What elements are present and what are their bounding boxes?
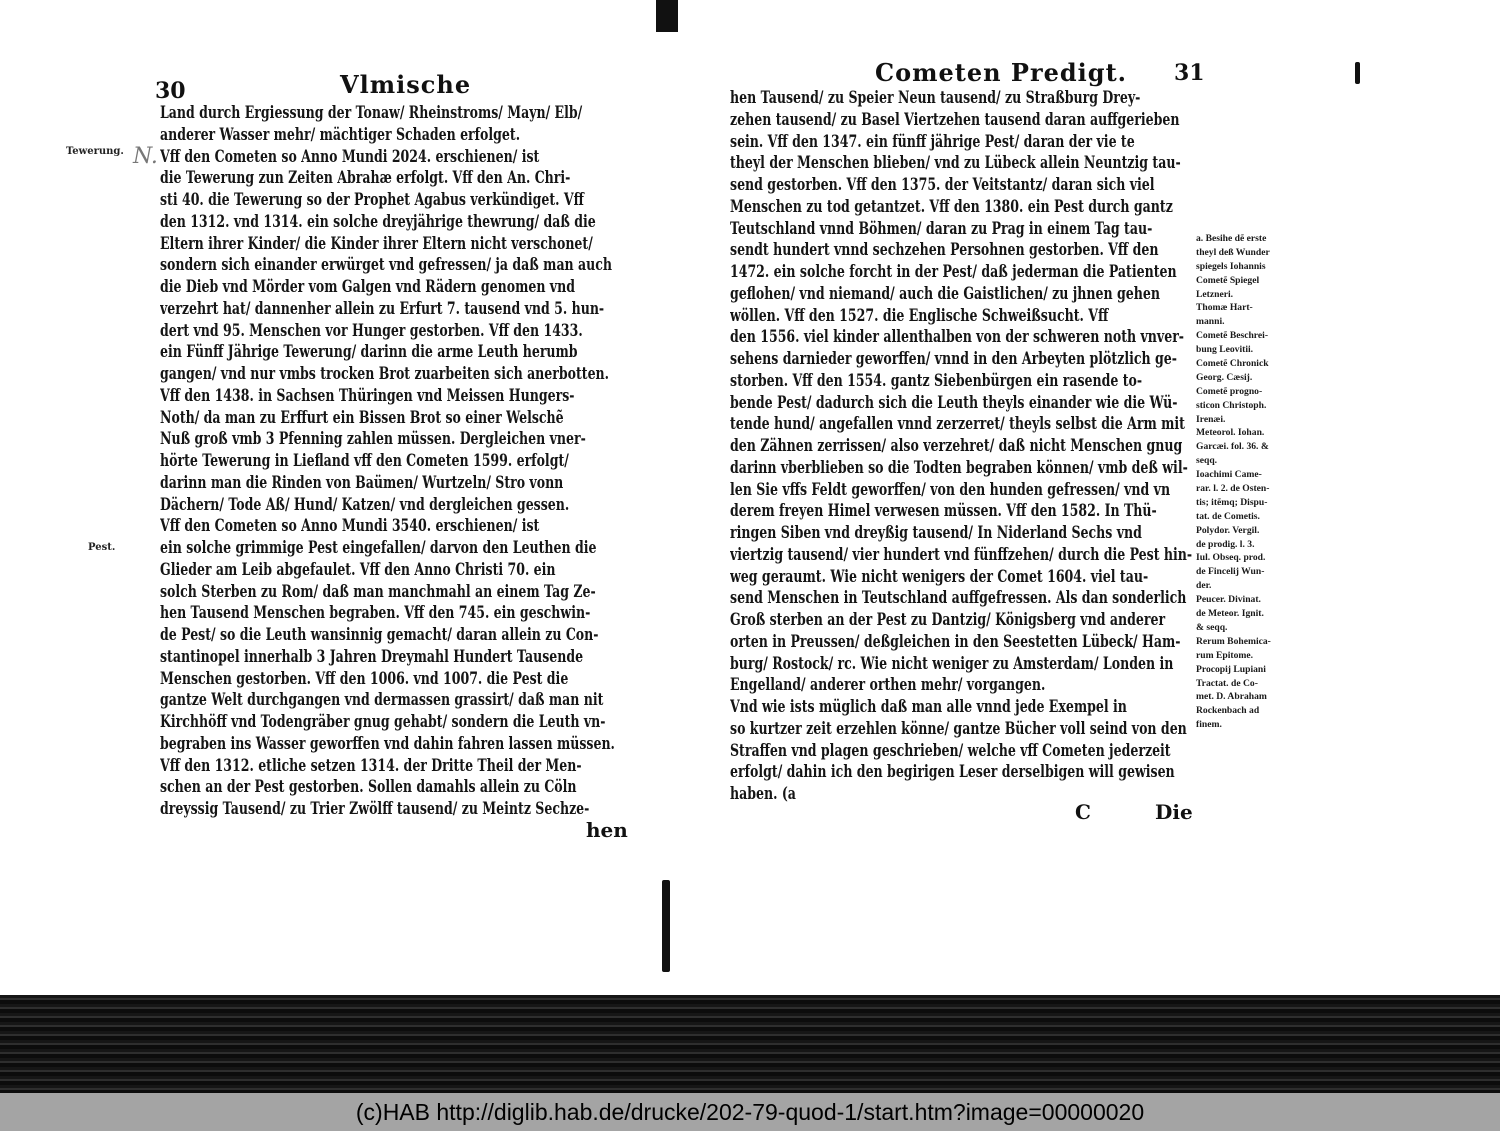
gutter-edge-top — [656, 0, 678, 32]
text-line: darinn man die Rinden von Baümen/ Wurtzeln/ Stro vonn — [160, 472, 564, 493]
text-line: gantze Welt durchgangen vnd dermassen grassirt/ daß man nit — [160, 690, 604, 711]
text-line: storben. Vff den 1554. gantz Siebenbürgen ein rasende to- — [730, 370, 1143, 391]
handwritten-note: N. — [133, 144, 158, 169]
text-line: bende Pest/ dadurch sich die Leuth theyls einander wie die Wü- — [730, 392, 1178, 413]
side-note-line: Letzneri. — [1196, 288, 1234, 300]
side-notes-references — [1196, 232, 1271, 732]
text-line: den 1556. viel kinder allenthalben von der schweren noth vnver- — [730, 327, 1185, 348]
text-line: anderer Wasser mehr/ mächtiger Schaden erfolget. — [160, 124, 521, 145]
text-line: wöllen. Vff den 1527. die Englische Schweißsucht. Vff — [730, 305, 1109, 326]
text-line: Noth/ da man zu Erffurt ein Bissen Brot so einer Welschẽ — [160, 407, 564, 428]
text-line: dreyssig Tausend/ zu Trier Zwölff tausend/ zu Meintz Sechze- — [160, 799, 590, 819]
side-note-line: Polydor. Vergil. — [1196, 524, 1260, 536]
text-line: hen Tausend/ zu Speier Neun tausend/ zu Straßburg Drey- — [730, 88, 1141, 108]
text-line: Dächern/ Tode Aß/ Hund/ Katzen/ vnd dergleichen gessen. — [160, 494, 570, 515]
text-line: sehens darnieder geworffen/ vnnd in den Arbeyten plötzlich ge- — [730, 349, 1177, 369]
left-running-title: Vlmische — [340, 70, 472, 99]
credit-bar — [0, 1093, 1500, 1131]
text-line: haben. (a — [730, 784, 796, 804]
left-page-number: 30 — [155, 78, 186, 104]
text-line: viertzig tausend/ vier hundert vnd fünffzehen/ durch die Pest hin- — [730, 544, 1193, 565]
text-line: Nuß groß vmb 3 Pfenning zahlen müssen. Dergleichen vner- — [160, 429, 586, 450]
side-note-line: Rockenbach ad — [1196, 705, 1260, 717]
signature-mark: C — [1075, 800, 1091, 824]
text-line: ringen Siben vnd dreyßig tausend/ In Niderland Sechs vnd — [730, 523, 1142, 543]
side-note-line: Procopij Lupiani — [1196, 663, 1266, 675]
right-running-title: Cometen Predigt. — [875, 58, 1128, 87]
text-line: ein solche grimmige Pest eingefallen/ darvon den Leuthen die — [160, 538, 597, 558]
margin-note-pest: Pest. — [88, 542, 116, 553]
text-line: Vff den 1438. in Sachsen Thüringen vnd Meissen Hungers- — [160, 385, 575, 406]
side-note-line: & seqq. — [1196, 621, 1228, 633]
text-line: derem freyen Himel verwesen müssen. Vff den 1582. In Thü- — [730, 501, 1157, 522]
side-note-line: Irenæi. — [1196, 413, 1226, 425]
side-note-line: de Meteor. Ignit. — [1196, 608, 1264, 620]
text-line: len Sie vffs Feldt geworffen/ von den hunden gefressen/ vnd vn — [730, 479, 1171, 500]
side-note-line: Tractat. de Co- — [1196, 677, 1258, 689]
right-page-number: 31 — [1174, 60, 1205, 86]
credit-text: (c)HAB http://diglib.hab.de/drucke/202-79-quod-1/start.htm?image=00000020 — [355, 1099, 1145, 1125]
text-line: erfolgt/ dahin ich den begirigen Leser derselbigen will gewisen — [730, 762, 1175, 783]
side-note-line: seqq. — [1196, 455, 1218, 467]
text-line: Vff den 1312. etliche setzen 1314. der Dritte Theil der Men- — [160, 755, 582, 776]
side-note-line: finem. — [1196, 719, 1222, 731]
side-note-line: rum Epitome. — [1196, 649, 1254, 661]
side-note-line: Thomæ Hart- — [1196, 302, 1253, 314]
text-line: den Zähnen zerrissen/ also verzehret/ daß nicht Menschen gnug — [730, 436, 1183, 456]
text-line: hörte Tewerung in Liefland vff den Cometen 1599. erfolgt/ — [160, 451, 569, 471]
text-line: Teutschland vnnd Böhmen/ daran zu Prag in einem Tag tau- — [730, 218, 1153, 239]
side-note-line: sticon Christoph. — [1196, 399, 1267, 411]
text-line: sti 40. die Tewerung so der Prophet Agabus verkündiget. Vff — [160, 190, 584, 210]
side-note-line: de prodig. l. 3. — [1196, 538, 1255, 550]
text-line: den 1312. vnd 1314. ein solche dreyjährige thewrung/ daß die — [160, 211, 596, 232]
text-line: gangen/ vnd nur vmbs trocken Brot zuarbeiten sich anerbotten. — [160, 364, 610, 384]
text-line: solch Sterben zu Rom/ daß man manchmahl an einem Tag Ze- — [160, 581, 596, 602]
side-note-line: Meteorol. Iohan. — [1196, 427, 1265, 439]
text-line: Menschen gestorben. Vff den 1006. vnd 1007. die Pest die — [160, 668, 569, 689]
text-line: hen Tausend Menschen begraben. Vff den 745. ein geschwin- — [160, 603, 591, 624]
text-line: begraben ins Wasser geworffen vnd dahin fahren lassen müssen. — [160, 733, 615, 754]
side-note-line: rar. l. 2. de Osten- — [1196, 483, 1270, 495]
side-note-line: der. — [1196, 580, 1212, 592]
right-catchword: Die — [1155, 800, 1193, 824]
text-line: Menschen zu tod getantzet. Vff den 1380. ein Pest durch gantz — [730, 196, 1173, 217]
side-note-line: Rerum Bohemica- — [1196, 635, 1271, 647]
text-line: theyl der Menschen blieben/ vnd zu Lübeck allein Neuntzig tau- — [730, 153, 1181, 174]
left-catchword: hen — [586, 818, 628, 842]
text-line: tende hund/ angefallen vnnd zerzerret/ theyls selbst die Arm mit — [730, 414, 1185, 435]
text-line: Kirchhöff vnd Todengräber gnug gehabt/ sondern die Leuth vn- — [160, 712, 606, 732]
side-note-line: Ioachimi Came- — [1196, 469, 1262, 481]
text-line: Vnd wie ists müglich daß man alle vnnd jede Exempel in — [730, 697, 1127, 717]
text-line: sein. Vff den 1347. ein fünff jährige Pest/ daran der vie te — [730, 131, 1135, 152]
text-line: Eltern ihrer Kinder/ die Kinder ihrer Eltern nicht verschonet/ — [160, 233, 593, 254]
side-note-line: spiegels Iohannis — [1196, 260, 1266, 272]
text-line: Glieder am Leib abgefaulet. Vff den Anno Christi 70. ein — [160, 559, 556, 580]
text-line: Engelland/ anderer orthen mehr/ vorgangen. — [730, 675, 1046, 696]
side-note-line: tat. de Cometis. — [1196, 510, 1260, 522]
text-line: 1472. ein solche forcht in der Pest/ daß jederman die Patienten — [730, 262, 1177, 282]
text-line: sondern sich einander erwürget vnd gefressen/ ja daß man auch — [160, 255, 613, 276]
text-line: die Tewerung zun Zeiten Abrahæ erfolgt. Vff den An. Chri- — [160, 168, 571, 189]
text-line: ein Fünff Jährige Tewerung/ darinn die arme Leuth herumb — [160, 342, 578, 363]
text-line: geflohen/ vnd niemand/ auch die Gaistlichen/ zu jhnen gehen — [730, 283, 1160, 304]
text-line: send gestorben. Vff den 1375. der Veitstantz/ daran sich viel — [730, 175, 1155, 195]
side-note-line: Cometẽ Spiegel — [1196, 274, 1260, 286]
right-page — [700, 0, 1500, 995]
left-body-text — [160, 103, 784, 821]
scan-border — [0, 995, 1500, 1093]
text-line: Vff den Cometen so Anno Mundi 2024. erschienen/ ist — [160, 146, 540, 167]
text-line: Land durch Ergiessung der Tonaw/ Rheinstroms/ Mayn/ Elb/ — [160, 103, 583, 123]
text-line: Straffen vnd plagen geschrieben/ welche vff Cometen jederzeit — [730, 740, 1171, 761]
text-line: weg geraumt. Wie nicht wenigers der Comet 1604. viel tau- — [730, 566, 1149, 587]
text-line: darinn vberblieben so die Todten begraben können/ vmb deß wil- — [730, 457, 1188, 478]
gutter-edge-bottom — [662, 880, 670, 972]
text-line: die Dieb vnd Mörder vom Galgen vnd Rädern genomen vnd — [160, 277, 575, 297]
side-note-line: met. D. Abraham — [1196, 691, 1267, 703]
text-line: Groß sterben an der Pest zu Dantzig/ Königsberg vnd anderer — [730, 610, 1166, 630]
side-note-line: Garcæi. fol. 36. & — [1196, 441, 1269, 453]
text-line: burg/ Rostock/ rc. Wie nicht weniger zu Amsterdam/ Londen in — [730, 653, 1174, 674]
side-note-line: tis; itẽmq; Dispu- — [1196, 496, 1268, 508]
text-line: sendt hundert vnnd sechzehen Persohnen gestorben. Vff den — [730, 240, 1159, 261]
text-line: send Menschen in Teutschland auffgefressen. Als dan sonderlich — [730, 588, 1187, 609]
side-note-line: Cometẽ progno- — [1196, 385, 1263, 397]
side-note-line: Cometẽ Chronick — [1196, 358, 1269, 370]
side-note-line: de Fincelij Wun- — [1196, 566, 1265, 578]
text-line: zehen tausend/ zu Basel Viertzehen tausend daran auffgerieben — [730, 109, 1180, 130]
side-note-line: theyl deß Wunder — [1196, 246, 1270, 258]
text-line: Vff den Cometen so Anno Mundi 3540. erschienen/ ist — [160, 516, 540, 537]
side-note-line: manni. — [1196, 316, 1225, 328]
text-line: verzehrt hat/ dannenher allein zu Erfurt 7. tausend vnd 5. hun- — [160, 298, 605, 319]
left-page — [0, 0, 655, 995]
margin-note-tewerung: Tewerung. — [66, 146, 124, 157]
side-note-line: Iul. Obseq. prod. — [1196, 552, 1266, 564]
text-line: orten in Preussen/ deßgleichen in den Seestetten Lübeck/ Ham- — [730, 631, 1181, 652]
side-note-line: Georg. Cæsij. — [1196, 371, 1253, 383]
side-note-line: a. Besihe dẽ erste — [1196, 233, 1267, 244]
text-line: de Pest/ so die Leuth wansinnig gemacht/ daran allein zu Con- — [160, 625, 599, 645]
side-note-line: Cometẽ Beschrei- — [1196, 330, 1269, 342]
text-line: stantinopel innerhalb 3 Jahren Dreymahl Hundert Tausende — [160, 646, 584, 667]
side-note-line: Peucer. Divinat. — [1196, 594, 1261, 606]
text-line: so kurtzer zeit erzehlen könne/ gantze Bücher voll seind von den — [730, 718, 1187, 739]
side-note-line: bung Leovitii. — [1196, 344, 1254, 356]
text-line: dert vnd 95. Menschen vor Hunger gestorben. Vff den 1433. — [160, 320, 583, 341]
text-line: schen an der Pest gestorben. Sollen damahls allein zu Cöln — [160, 777, 577, 798]
